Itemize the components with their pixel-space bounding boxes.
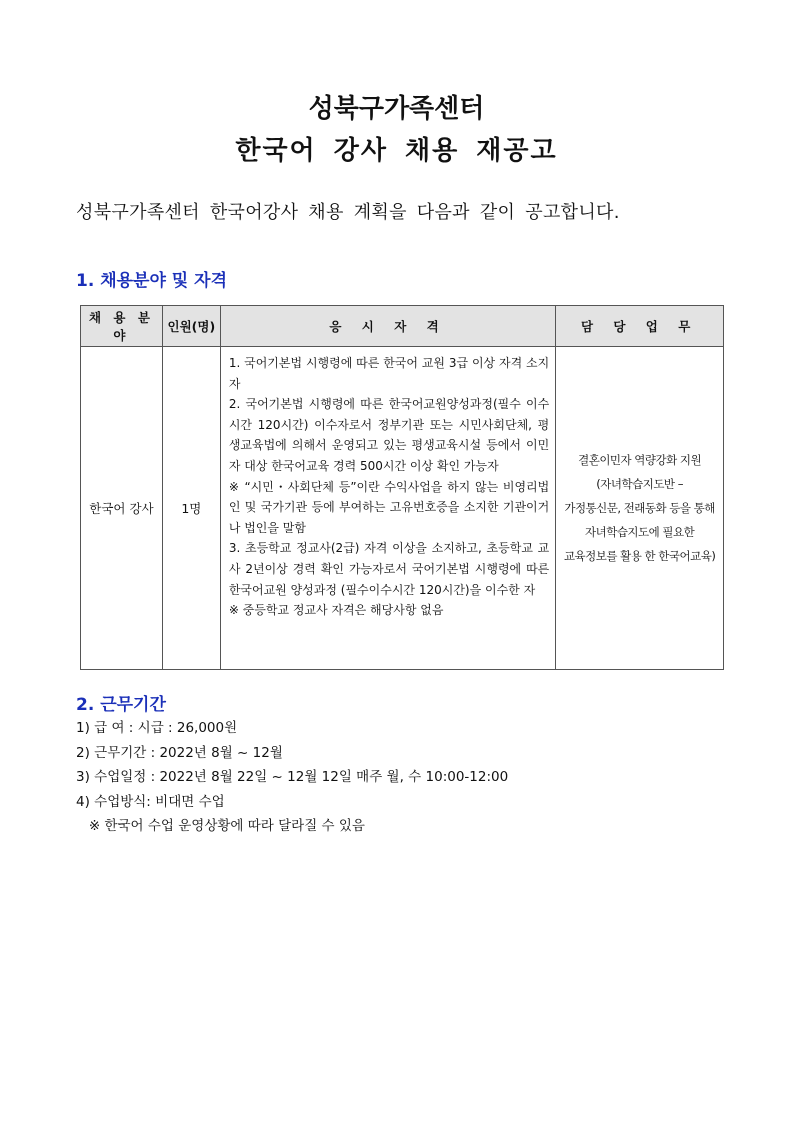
duty-line-1: 결혼이민자 역량강화 지원 xyxy=(578,453,702,467)
header-qualifications: 응 시 자 격 xyxy=(220,306,555,347)
qualification-1: 1. 국어기본법 시행령에 따른 한국어 교원 3급 이상 자격 소지자 xyxy=(228,356,550,391)
duty-line-4: 자녀학습지도에 필요한 xyxy=(585,525,695,539)
list-item-note: ※ 한국어 수업 운영상황에 따라 달라질 수 있음 xyxy=(76,818,365,834)
page-title-line2: 한국어 강사 채용 재공고 xyxy=(235,136,558,166)
list-item-pay: 1) 급 여 : 시급 : 26,000원 xyxy=(76,720,238,736)
qualification-2: 2. 국어기본법 시행령에 따른 한국어교원양성과정(필수 이수시간 120시간) 이수자로서 정부기관 또는 시민사회단체, 평생교육법에 의해서 운영되고 있는 평생교육시설 등에서 이민자 대상 한국어교육 경력 500시간 이상 확인 가능자 xyxy=(228,397,550,473)
table-header-row xyxy=(81,306,724,347)
work-period-list xyxy=(76,716,508,839)
duty-line-5: 교육정보를 활용 한 한국어교육) xyxy=(563,549,716,563)
header-count: 인원(명) xyxy=(162,306,220,347)
header-field: 채 용 분 야 xyxy=(81,306,163,347)
recruitment-table xyxy=(80,305,724,670)
page-title-line1: 성북구가족센터 xyxy=(308,94,485,124)
duty-line-3: 가정통신문, 전래동화 등을 통해 xyxy=(564,501,715,515)
list-item-schedule: 3) 수업일정 : 2022년 8월 22일 ~ 12월 12일 매주 월, 수 10:00-12:00 xyxy=(76,769,509,785)
qualification-note: ※ “시민・사회단체 등”이란 수익사업을 하지 않는 비영리법인 및 국가기관 등에 부여하는 고유번호증을 소지한 기관이거나 법인을 말함 xyxy=(228,479,550,535)
cell-qualifications xyxy=(220,347,555,670)
cell-count: 1명 xyxy=(162,347,220,670)
qualification-note-2: ※ 중등학교 정교사 자격은 해당사항 없음 xyxy=(228,603,444,618)
duty-line-2: (자녀학습지도반 – xyxy=(596,477,683,491)
cell-duties xyxy=(556,347,724,670)
list-item-method: 4) 수업방식: 비대면 수업 xyxy=(76,793,225,810)
section1-heading: 1. 채용분야 및 자격 xyxy=(76,271,227,291)
list-item-period: 2) 근무기간 : 2022년 8월 ~ 12월 xyxy=(76,744,283,761)
cell-field: 한국어 강사 xyxy=(81,347,163,670)
table-row xyxy=(81,347,724,670)
qualification-3: 3. 초등학교 정교사(2급) 자격 이상을 소지하고, 초등학교 교사 2년이상 경력 확인 가능자로서 국어기본법 시행령에 따른 한국어교원 양성과정 (필수이수시간 120시간)을 이수한 자 xyxy=(228,541,550,597)
section2-heading: 2. 근무기간 xyxy=(76,695,166,715)
intro-text: 성북구가족센터 한국어강사 채용 계획을 다음과 같이 공고합니다. xyxy=(76,202,620,223)
header-duties: 담 당 업 무 xyxy=(556,306,724,347)
